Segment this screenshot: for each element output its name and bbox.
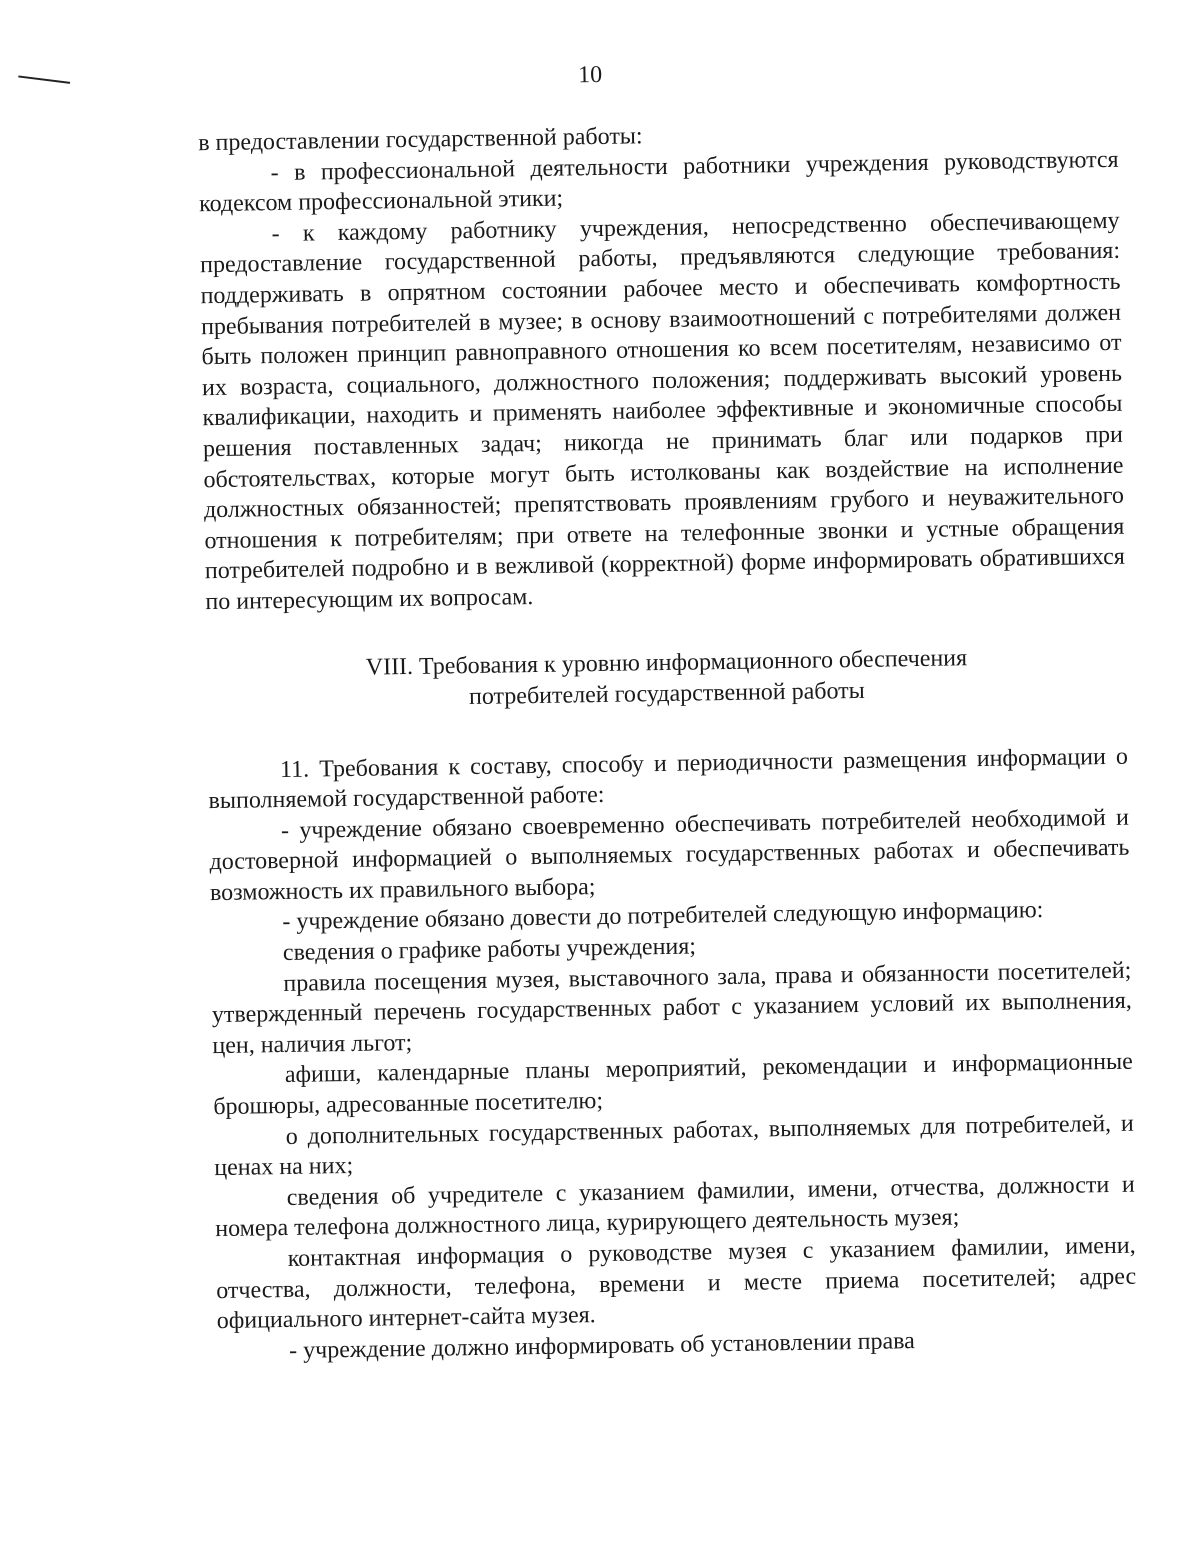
paragraph: - к каждому работнику учреждения, непосредственно обеспечивающему предоставление государственной работы, предъявляются следующие требования: поддерживать в опрятном состоянии рабочее место и обеспечивать комфортность пребывания потребителей в музее; в основу взаимоотношений с потребителями должен быть положен принцип равноправного отношения ко всем посетителям, независимо от их возраста, социального, должностного положения; поддерживать высокий уровень квалификации, находить и применять наиболее эффективные и экономичные способы решения поставленных задач; никогда не принимать благ или подарков при обстоятельствах, которые могут быть истолкованы как воздействие на исполнение должностных обязанностей; препятствовать проявлениям грубого и неуважительного отношения к потребителям; при ответе на телефонные звонки и устные обращения потребителей подробно и в вежливой (корректной) форме информировать обратившихся по интересующим их вопросам. — [199, 207, 1126, 616]
paragraph: о дополнительных государственных работах, выполняемых для потребителей, и ценах на них; — [214, 1110, 1134, 1182]
paragraph: - учреждение должно информировать об установлении права — [288, 1327, 915, 1364]
section-heading — [206, 640, 1127, 716]
paragraph: сведения о графике работы учреждения; — [282, 933, 697, 967]
paragraph: афиши, календарные планы мероприятий, рекомендации и информационные брошюры, адресованные посетителю; — [213, 1049, 1133, 1121]
paragraph: правила посещения музея, выставочного зала, права и обязанности посетителей; утвержденный перечень государственных работ с указанием условий их выполнения, цен, наличия льгот; — [211, 957, 1132, 1059]
paragraph: - в профессиональной деятельности работники учреждения руководствуются кодексом профессиональной этики; — [198, 146, 1119, 218]
page-number: 10 — [577, 61, 603, 89]
section-heading-line-2: потребителей государственной работы — [468, 677, 866, 710]
paragraph: - учреждение обязано довести до потребителей следующую информацию: — [282, 897, 1044, 936]
paragraph: контактная информация о руководстве музея с указанием фамилии, имени, отчества, должности, телефона, времени и месте приема посетителей; адрес официального интернет-сайта музея. — [216, 1232, 1137, 1335]
section-heading-line-1: VIII. Требования к уровню информационного обеспечения — [365, 644, 968, 681]
document-body — [198, 114, 1137, 1368]
paragraph: 11. Требования к составу, способу и периодичности размещения информации о выполняемой государственной работе: — [208, 743, 1129, 815]
paragraph: - учреждение обязано своевременно обеспечивать потребителей необходимой и достоверной информацией о выполняемых государственных работах и обеспечивать возможность их правильного выбора; — [209, 804, 1130, 907]
paragraph: в предоставлении государственной работы: — [198, 123, 643, 157]
paragraph: сведения об учредителе с указанием фамилии, имени, отчества, должности и номера телефона должностного лица, курирующего деятельность музея; — [215, 1171, 1135, 1243]
